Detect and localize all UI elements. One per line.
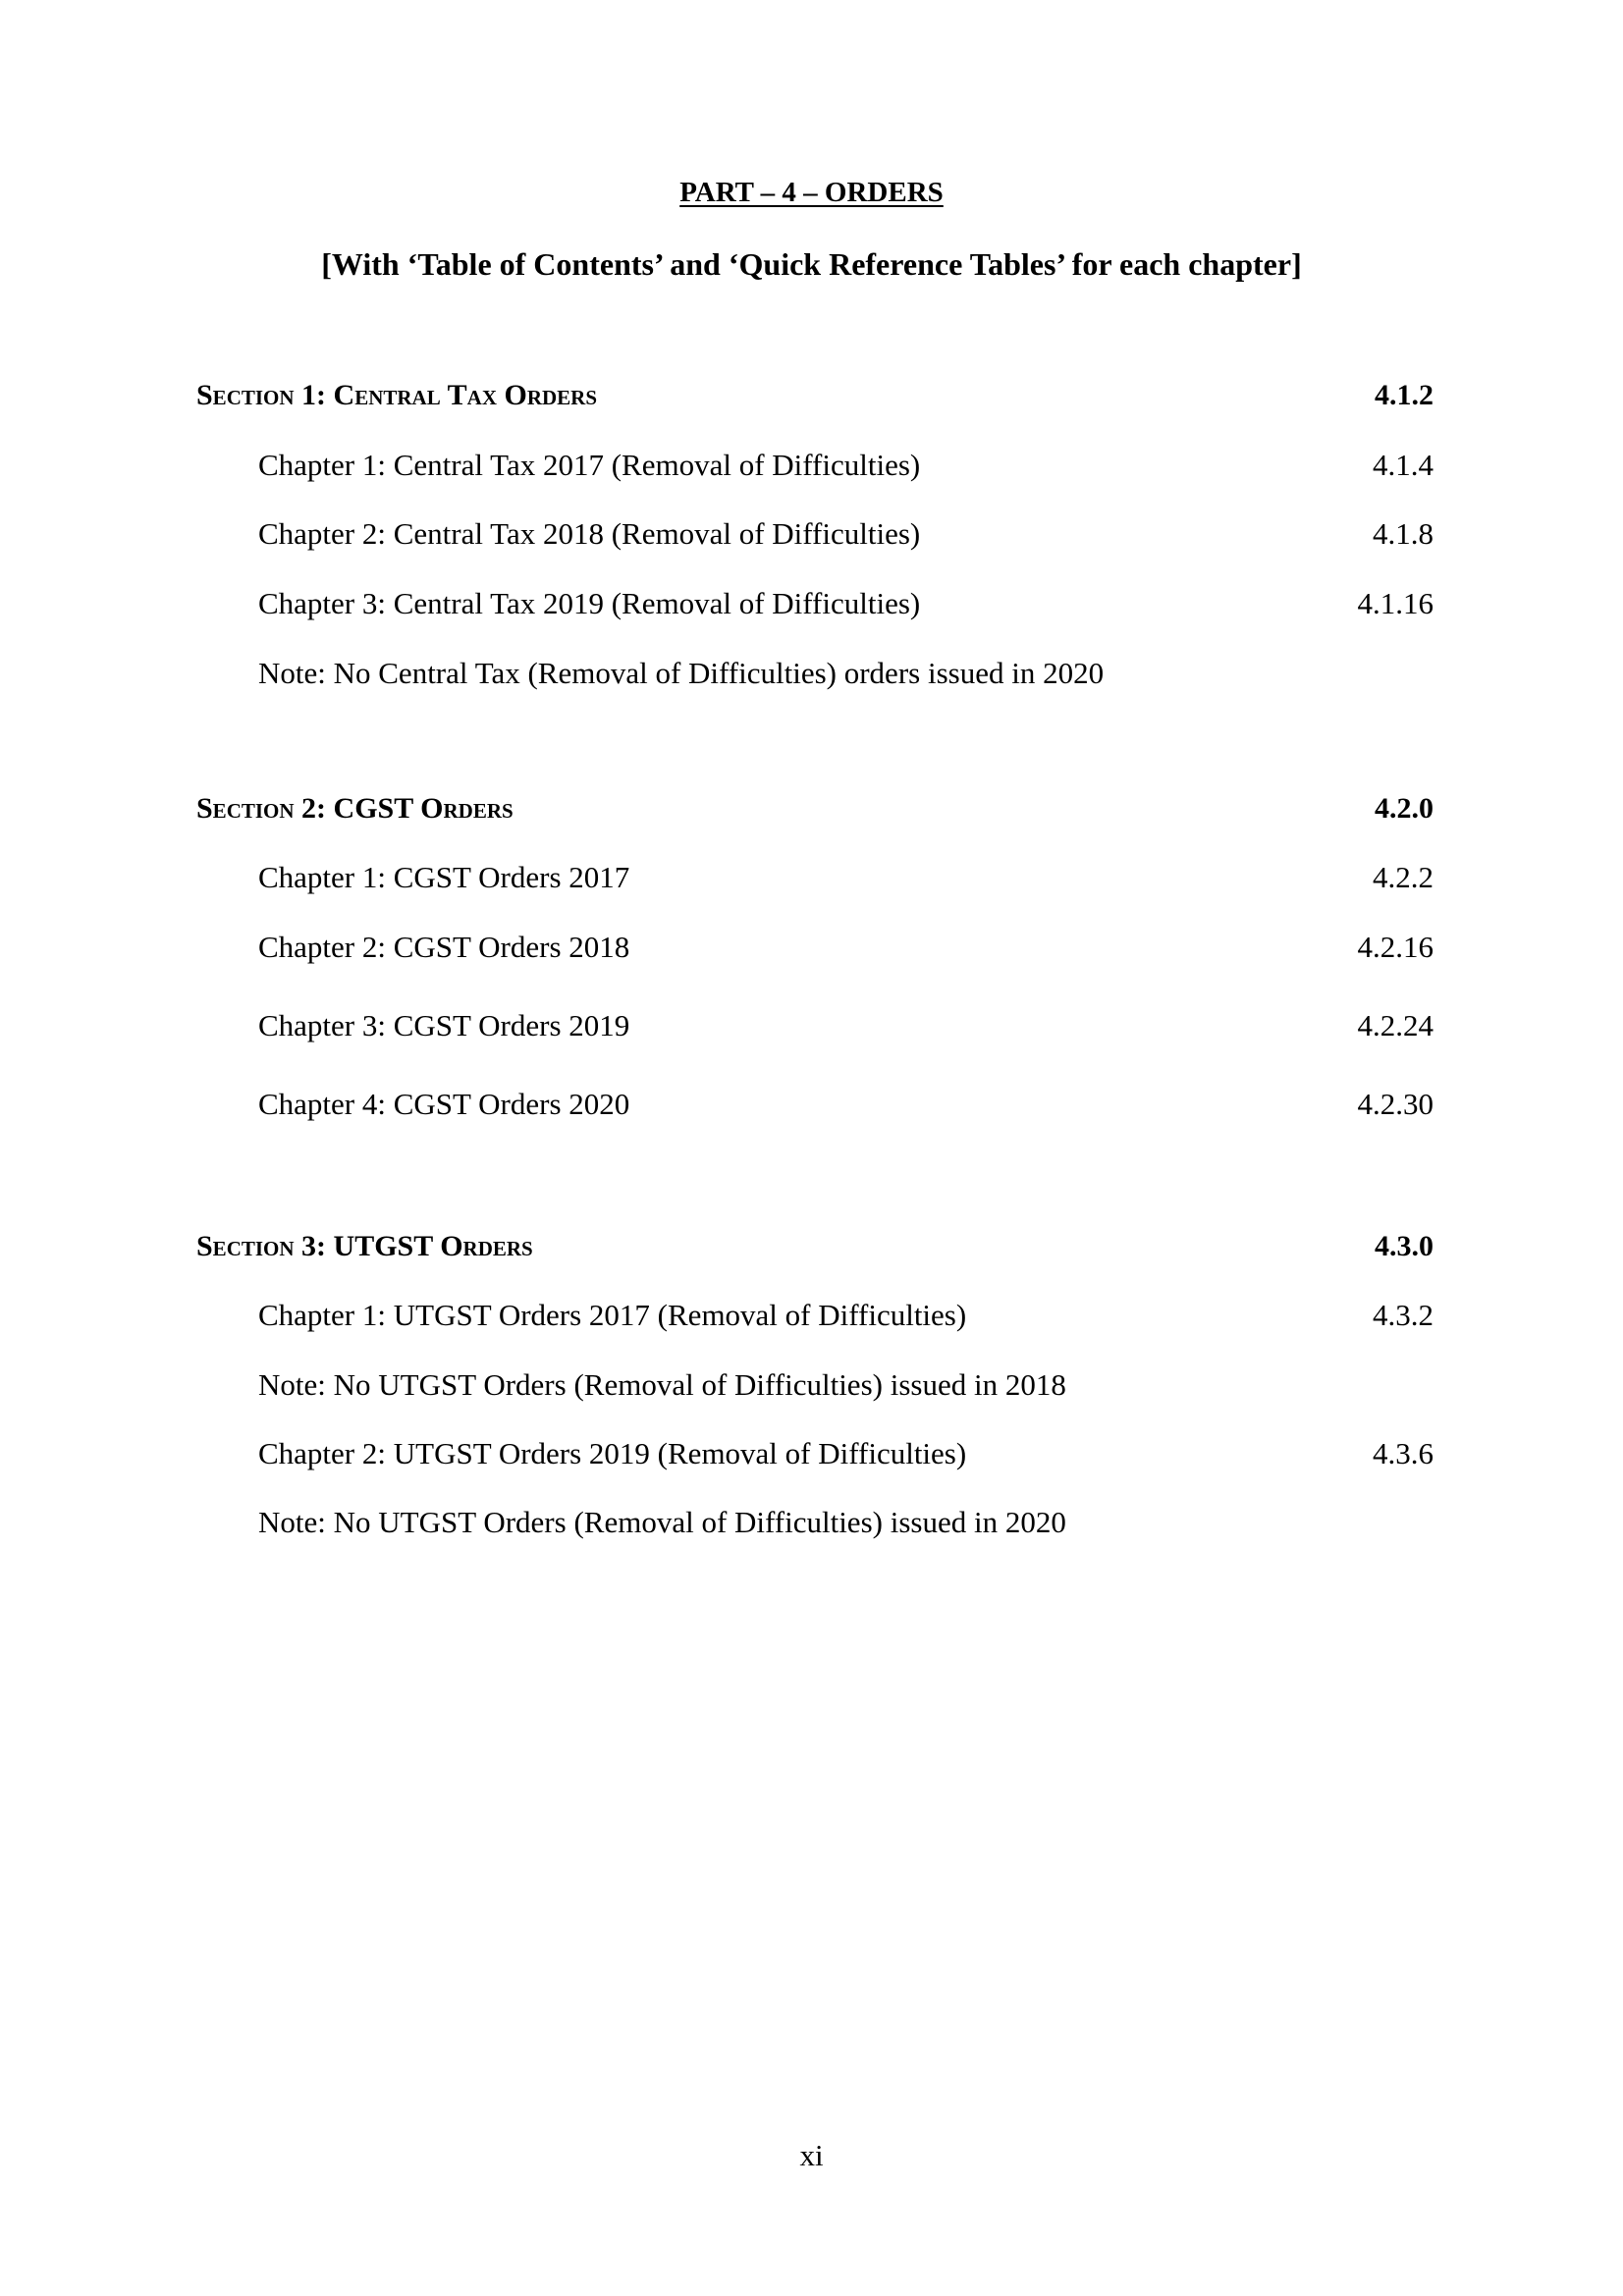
toc-entry-page: 4.3.6 bbox=[1373, 1436, 1434, 1470]
toc-entry-page: 4.2.30 bbox=[1357, 1087, 1434, 1121]
toc-entry-label: Chapter 2: UTGST Orders 2019 (Removal of Difficulties) bbox=[258, 1436, 967, 1470]
toc-entry-s2-ch4[interactable] bbox=[258, 1085, 1434, 1124]
toc-section-1-page: 4.1.2 bbox=[1375, 379, 1434, 411]
page-subtitle: [With ‘Table of Contents’ and ‘Quick Reference Tables’ for each chapter] bbox=[321, 246, 1302, 282]
toc-entry-s1-ch2[interactable] bbox=[258, 514, 1434, 554]
page-number: xi bbox=[799, 2138, 824, 2172]
toc-section-2-page: 4.2.0 bbox=[1375, 792, 1434, 825]
toc-entry-label: Chapter 2: Central Tax 2018 (Removal of Difficulties) bbox=[258, 516, 921, 551]
toc-entry-page: 4.2.16 bbox=[1357, 930, 1434, 964]
toc-section-3-page: 4.3.0 bbox=[1375, 1230, 1434, 1262]
toc-entry-label: Chapter 1: UTGST Orders 2017 (Removal of Difficulties) bbox=[258, 1298, 967, 1332]
page-title: PART – 4 – ORDERS bbox=[679, 177, 944, 208]
toc-note-text: Note: No UTGST Orders (Removal of Difficulties) issued in 2018 bbox=[258, 1367, 1066, 1402]
toc-entry-label: Chapter 3: Central Tax 2019 (Removal of Difficulties) bbox=[258, 586, 921, 620]
toc-section-1-label: Section 1: Central Tax Orders bbox=[196, 379, 598, 411]
toc-note-s1 bbox=[258, 654, 1434, 693]
toc-entry-label: Chapter 3: CGST Orders 2019 bbox=[258, 1008, 630, 1042]
toc-entry-s1-ch3[interactable] bbox=[258, 584, 1434, 623]
toc-section-2[interactable] bbox=[196, 789, 1434, 828]
toc-note-text: Note: No UTGST Orders (Removal of Difficulties) issued in 2020 bbox=[258, 1505, 1066, 1539]
toc-entry-s1-ch1[interactable] bbox=[258, 446, 1434, 485]
toc-entry-label: Chapter 2: CGST Orders 2018 bbox=[258, 930, 630, 964]
toc-entry-page: 4.3.2 bbox=[1373, 1298, 1434, 1332]
toc-section-3[interactable] bbox=[196, 1227, 1434, 1266]
toc-entry-s3-ch1[interactable] bbox=[258, 1296, 1434, 1335]
toc-entry-page: 4.2.2 bbox=[1373, 860, 1434, 894]
toc-note-s3-2018 bbox=[258, 1365, 1434, 1405]
toc-entry-page: 4.2.24 bbox=[1357, 1008, 1434, 1042]
toc-entry-label: Chapter 4: CGST Orders 2020 bbox=[258, 1087, 630, 1121]
toc-entry-label: Chapter 1: CGST Orders 2017 bbox=[258, 860, 630, 894]
toc-section-2-label: Section 2: CGST Orders bbox=[196, 792, 514, 825]
toc-note-text: Note: No Central Tax (Removal of Difficulties) orders issued in 2020 bbox=[258, 656, 1105, 690]
toc-section-3-label: Section 3: UTGST Orders bbox=[196, 1230, 533, 1262]
toc-entry-page: 4.1.4 bbox=[1373, 448, 1434, 482]
toc-entry-s3-ch2[interactable] bbox=[258, 1434, 1434, 1473]
toc-entry-s2-ch3[interactable] bbox=[258, 1006, 1434, 1045]
toc-entry-s2-ch2[interactable] bbox=[258, 928, 1434, 967]
toc-entry-page: 4.1.8 bbox=[1373, 516, 1434, 551]
toc-note-s3-2020 bbox=[258, 1503, 1434, 1542]
toc-entry-label: Chapter 1: Central Tax 2017 (Removal of Difficulties) bbox=[258, 448, 921, 482]
toc-entry-s2-ch1[interactable] bbox=[258, 858, 1434, 897]
toc-entry-page: 4.1.16 bbox=[1357, 586, 1434, 620]
toc-section-1[interactable] bbox=[196, 376, 1434, 415]
